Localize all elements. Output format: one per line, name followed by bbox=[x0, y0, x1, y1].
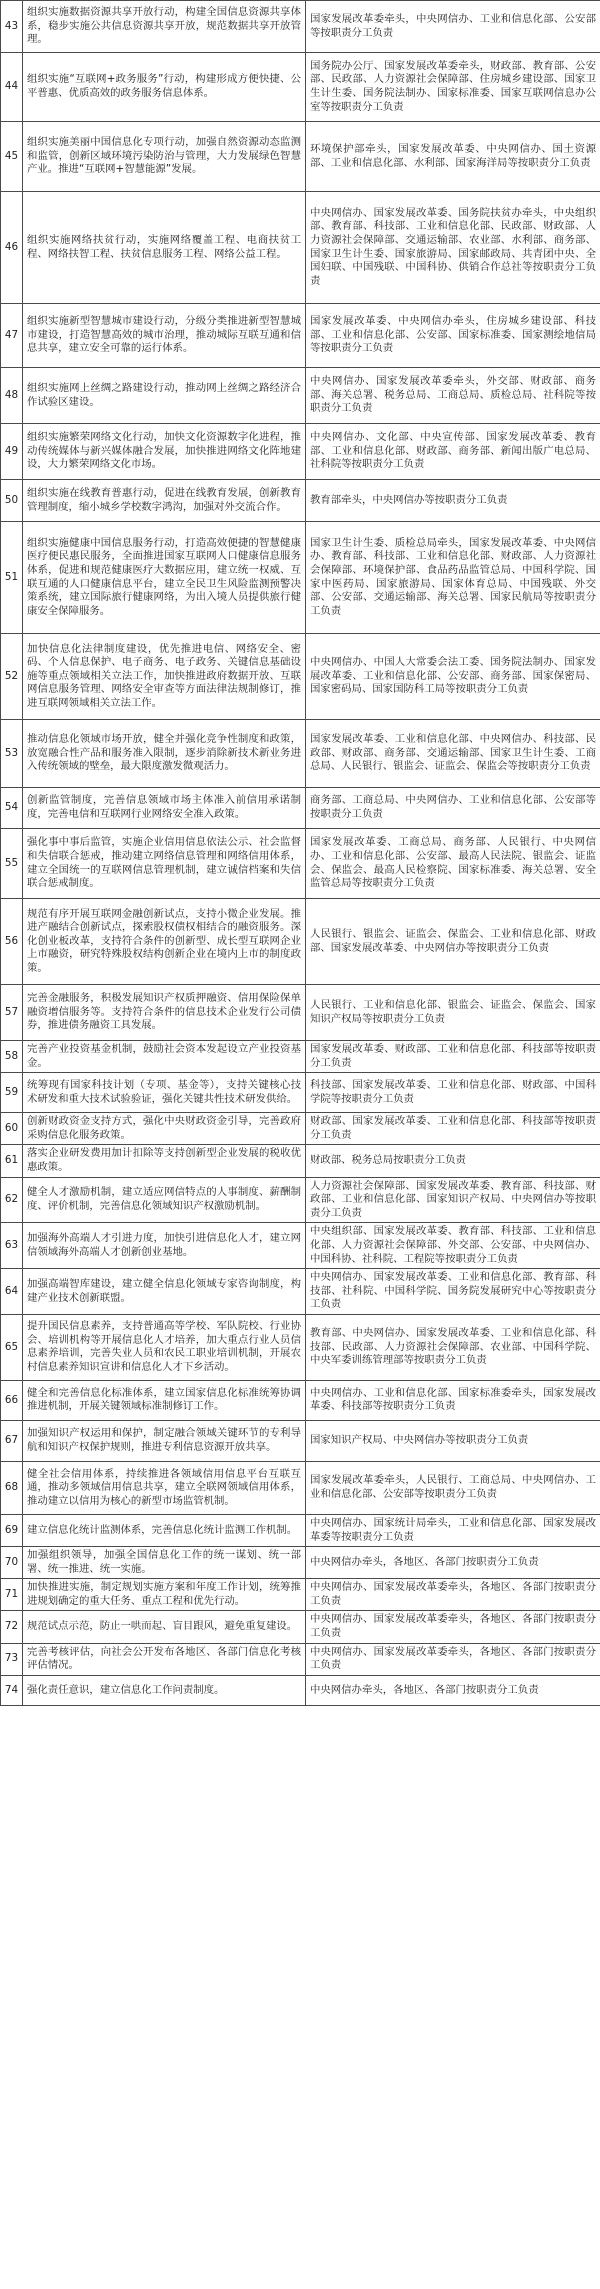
department-cell: 教育部、中央网信办、国家发展改革委、工业和信息化部、科技部、民政部、人力资源社会保障部、农业部、中国科学院、中央军委训练管理部等按职责分工负责 bbox=[306, 1314, 600, 1380]
department-cell: 国家发展改革委牵头，人民银行、工商总局、中央网信办、工业和信息化部、公安部等按职责分工负责 bbox=[306, 1461, 600, 1514]
table-row bbox=[1, 368, 600, 424]
row-number-cell: 65 bbox=[1, 1314, 23, 1380]
table-row bbox=[1, 304, 600, 368]
table-row bbox=[1, 985, 600, 1041]
row-number-cell: 56 bbox=[1, 899, 23, 985]
department-cell: 国家卫生计生委、质检总局牵头，国家发展改革委、中央网信办、教育部、科技部、工业和信息化部、财政部、人力资源社会保障部、环境保护部、食品药品监管总局、中国科学院、国家中医药局、国家旅游局、国家体育总局、中国残联、外交部、公安部、交通运输部、海关总署、国家民航局等按职责分工负责 bbox=[306, 522, 600, 634]
row-number-cell: 48 bbox=[1, 368, 23, 424]
row-number-cell: 60 bbox=[1, 1113, 23, 1145]
department-cell: 中央组织部、国家发展改革委、教育部、科技部、工业和信息化部、人力资源社会保障部、外交部、公安部、中央网信办、中国科协、社科院、工程院等按职责分工负责 bbox=[306, 1223, 600, 1269]
department-cell: 中央网信办、国家发展改革委牵头，各地区、各部门按职责分工负责 bbox=[306, 1579, 600, 1611]
row-number-cell: 43 bbox=[1, 1, 23, 53]
task-cell: 组织实施繁荣网络文化行动，加快文化资源数字化进程，推动传统媒体与新兴媒体融合发展，加快推进网络文化阵地建设，大力繁荣网络文化市场。 bbox=[23, 424, 306, 480]
task-cell: 加强组织领导，加强全国信息化工作的统一谋划、统一部署、统一推进、统一实施。 bbox=[23, 1547, 306, 1579]
table-row bbox=[1, 53, 600, 122]
table-row bbox=[1, 1177, 600, 1223]
task-cell: 加快推进实施，制定规划实施方案和年度工作计划，统筹推进规划确定的重大任务、重点工程和优先行动。 bbox=[23, 1579, 306, 1611]
table-row bbox=[1, 424, 600, 480]
task-cell: 健全社会信用体系，持续推进各领域信用信息平台互联互通，推动多领域信用信息共享，建立全联网领域信用体系，推动建立以信用为核心的新型市场监管机制。 bbox=[23, 1461, 306, 1514]
table-row bbox=[1, 1420, 600, 1461]
department-cell: 商务部、工商总局、中央网信办、工业和信息化部、公安部等按职责分工负责 bbox=[306, 788, 600, 829]
task-cell: 加强海外高端人才引进力度，加快引进信息化人才，建立网信领域海外高端人才创新创业基地。 bbox=[23, 1223, 306, 1269]
task-cell: 创新监管制度，完善信息领域市场主体准入前信用承诺制度，完善电信和互联网行业网络安全准入政策。 bbox=[23, 788, 306, 829]
table-row bbox=[1, 1314, 600, 1380]
table-row bbox=[1, 1041, 600, 1073]
task-cell: 组织实施新型智慧城市建设行动，分级分类推进新型智慧城市建设，打造智慧高效的城市治理，推动城际互联互通和信息共享，建立安全可靠的运行体系。 bbox=[23, 304, 306, 368]
row-number-cell: 67 bbox=[1, 1420, 23, 1461]
task-cell: 规范有序开展互联网金融创新试点，支持小微企业发展。推进产融结合创新试点，探索股权债权相结合的融资服务。深化创业板改革，支持符合条件的创新型、成长型互联网企业上市融资，研究特殊股权结构创新企业在境内上市的制度政策。 bbox=[23, 899, 306, 985]
task-cell: 组织实施在线教育普惠行动，促进在线教育发展，创新教育管理制度，缩小城乡学校数字鸿沟，加强对外交流合作。 bbox=[23, 480, 306, 522]
task-cell: 组织实施“互联网+政务服务”行动，构建形成方便快捷、公平普惠、优质高效的政务服务信息体系。 bbox=[23, 53, 306, 122]
table-row bbox=[1, 1145, 600, 1177]
table-row bbox=[1, 634, 600, 720]
table-row bbox=[1, 1611, 600, 1643]
row-number-cell: 58 bbox=[1, 1041, 23, 1073]
row-number-cell: 70 bbox=[1, 1547, 23, 1579]
table-row bbox=[1, 829, 600, 899]
table-row bbox=[1, 788, 600, 829]
table-row bbox=[1, 1547, 600, 1579]
department-cell: 环境保护部牵头，国家发展改革委、中央网信办、国土资源部、工业和信息化部、水利部、国家海洋局等按职责分工负责 bbox=[306, 122, 600, 192]
department-cell: 中央网信办牵头，各地区、各部门按职责分工负责 bbox=[306, 1675, 600, 1705]
department-cell: 国家发展改革委、工商总局、商务部、人民银行、中央网信办、工业和信息化部、公安部、最高人民法院、银监会、证监会、保监会、最高人民检察院、国家标准委、海关总署、安全监管总局等按职责分工负责 bbox=[306, 829, 600, 899]
department-cell: 教育部牵头，中央网信办等按职责分工负责 bbox=[306, 480, 600, 522]
task-cell: 组织实施数据资源共享开放行动，构建全国信息资源共享体系，稳步实施公共信息资源共享开放，规范数据共享开放管理。 bbox=[23, 1, 306, 53]
table-row bbox=[1, 1380, 600, 1420]
department-cell: 国家发展改革委、中央网信办牵头，住房城乡建设部、科技部、工业和信息化部、公安部、国家标准委、国家测绘地信局等按职责分工负责 bbox=[306, 304, 600, 368]
row-number-cell: 64 bbox=[1, 1269, 23, 1315]
table-row bbox=[1, 1269, 600, 1315]
task-cell: 完善产业投资基金机制，鼓励社会资本发起设立产业投资基金。 bbox=[23, 1041, 306, 1073]
department-cell: 中央网信办、国家发展改革委牵头，各地区、各部门按职责分工负责 bbox=[306, 1611, 600, 1643]
task-cell: 加强高端智库建设，建立健全信息化领域专家咨询制度，构建产业技术创新联盟。 bbox=[23, 1269, 306, 1315]
department-cell: 财政部、国家发展改革委、工业和信息化部、科技部等按职责分工负责 bbox=[306, 1113, 600, 1145]
table-row bbox=[1, 1643, 600, 1675]
department-cell: 中央网信办、工业和信息化部、国家标准委牵头，国家发展改革委、科技部等按职责分工负责 bbox=[306, 1380, 600, 1420]
department-cell: 科技部、国家发展改革委、工业和信息化部、财政部、中国科学院等按职责分工负责 bbox=[306, 1073, 600, 1113]
row-number-cell: 63 bbox=[1, 1223, 23, 1269]
task-cell: 落实企业研发费用加计扣除等支持创新型企业发展的税收优惠政策。 bbox=[23, 1145, 306, 1177]
task-cell: 规范试点示范，防止一哄而起、盲目跟风，避免重复建设。 bbox=[23, 1611, 306, 1643]
department-cell: 国家发展改革委、财政部、工业和信息化部、科技部等按职责分工负责 bbox=[306, 1041, 600, 1073]
row-number-cell: 74 bbox=[1, 1675, 23, 1705]
task-cell: 提升国民信息素养，支持普通高等学校、军队院校、行业协会、培训机构等开展信息化人才培养，加大重点行业人员信息素养培训，完善失业人员和农民工职业培训机制，开展农村信息素养知识宣讲和信息化人才下乡活动。 bbox=[23, 1314, 306, 1380]
row-number-cell: 45 bbox=[1, 122, 23, 192]
task-cell: 健全人才激励机制，建立适应网信特点的人事制度、薪酬制度、评价机制，完善信息化领域知识产权激励机制。 bbox=[23, 1177, 306, 1223]
table-row bbox=[1, 1223, 600, 1269]
table-row bbox=[1, 1579, 600, 1611]
task-cell: 组织实施健康中国信息服务行动，打造高效便捷的智慧健康医疗便民惠民服务，全面推进国家互联网人口健康信息服务体系，促进和规范健康医疗大数据应用，建立统一权威、互联互通的人口健康信息平台，建立全民卫生风险监测预警决策系统，建立国际旅行健康网络，为出入境人员提供旅行健康安全保障服务。 bbox=[23, 522, 306, 634]
task-cell: 加快信息化法律制度建设，优先推进电信、网络安全、密码、个人信息保护、电子商务、电子政务、关键信息基础设施等重点领域相关立法工作，加快推进政府数据开放、互联网信息服务管理、网络安全审查等方面法律法规制修订，推进互联网领域相关立法工作。 bbox=[23, 634, 306, 720]
table-row bbox=[1, 122, 600, 192]
task-table-body bbox=[1, 1, 600, 1706]
task-cell: 完善考核评估，向社会公开发布各地区、各部门信息化考核评估情况。 bbox=[23, 1643, 306, 1675]
table-row bbox=[1, 899, 600, 985]
task-cell: 组织实施网上丝绸之路建设行动，推动网上丝绸之路经济合作试验区建设。 bbox=[23, 368, 306, 424]
table-row bbox=[1, 192, 600, 304]
row-number-cell: 54 bbox=[1, 788, 23, 829]
row-number-cell: 46 bbox=[1, 192, 23, 304]
row-number-cell: 62 bbox=[1, 1177, 23, 1223]
row-number-cell: 72 bbox=[1, 1611, 23, 1643]
table-row bbox=[1, 522, 600, 634]
table-row bbox=[1, 1, 600, 53]
table-row bbox=[1, 480, 600, 522]
task-cell: 健全和完善信息化标准体系，建立国家信息化标准统筹协调推进机制，开展关键领域标准制修订工作。 bbox=[23, 1380, 306, 1420]
row-number-cell: 71 bbox=[1, 1579, 23, 1611]
department-cell: 财政部、税务总局按职责分工负责 bbox=[306, 1145, 600, 1177]
row-number-cell: 61 bbox=[1, 1145, 23, 1177]
row-number-cell: 55 bbox=[1, 829, 23, 899]
row-number-cell: 68 bbox=[1, 1461, 23, 1514]
table-row bbox=[1, 1514, 600, 1546]
department-cell: 国务院办公厅、国家发展改革委牵头，财政部、教育部、公安部、民政部、人力资源社会保障部、住房城乡建设部、国家卫生计生委、国务院法制办、国家标准委、国家互联网信息办公室等按职责分工负责 bbox=[306, 53, 600, 122]
task-cell: 加强知识产权运用和保护，制定融合领域关键环节的专利导航和知识产权保护规则，推进专利信息资源开放共享。 bbox=[23, 1420, 306, 1461]
task-cell: 创新财政资金支持方式，强化中央财政资金引导，完善政府采购信息化服务政策。 bbox=[23, 1113, 306, 1145]
row-number-cell: 53 bbox=[1, 720, 23, 788]
task-cell: 完善金融服务，积极发展知识产权质押融资、信用保险保单融资增信服务等。支持符合条件的信息技术企业发行公司债券，推进债务融资工具发展。 bbox=[23, 985, 306, 1041]
department-cell: 中央网信办牵头，各地区、各部门按职责分工负责 bbox=[306, 1547, 600, 1579]
table-row bbox=[1, 1073, 600, 1113]
task-cell: 组织实施美丽中国信息化专项行动，加强自然资源动态监测和监管，创新区域环境污染防治与管理，大力发展绿色智慧产业。推进“互联网+智慧能源”发展。 bbox=[23, 122, 306, 192]
row-number-cell: 51 bbox=[1, 522, 23, 634]
row-number-cell: 47 bbox=[1, 304, 23, 368]
department-cell: 中央网信办、国家发展改革委牵头，各地区、各部门按职责分工负责 bbox=[306, 1643, 600, 1675]
row-number-cell: 57 bbox=[1, 985, 23, 1041]
table-row bbox=[1, 1675, 600, 1705]
task-cell: 统筹现有国家科技计划（专项、基金等），支持关键核心技术研发和重大技术试验验证，强化关键共性技术研发供给。 bbox=[23, 1073, 306, 1113]
row-number-cell: 52 bbox=[1, 634, 23, 720]
department-cell: 中央网信办、国家发展改革委牵头，外交部、财政部、商务部、海关总署、税务总局、工商总局、质检总局、社科院等按职责分工负责 bbox=[306, 368, 600, 424]
task-cell: 建立信息化统计监测体系，完善信息化统计监测工作机制。 bbox=[23, 1514, 306, 1546]
table-row bbox=[1, 1461, 600, 1514]
row-number-cell: 59 bbox=[1, 1073, 23, 1113]
department-cell: 人力资源社会保障部、国家发展改革委、教育部、科技部、财政部、工业和信息化部、国家知识产权局、中央网信办等按职责分工负责 bbox=[306, 1177, 600, 1223]
department-cell: 国家发展改革委牵头，中央网信办、工业和信息化部、公安部等按职责分工负责 bbox=[306, 1, 600, 53]
row-number-cell: 73 bbox=[1, 1643, 23, 1675]
row-number-cell: 44 bbox=[1, 53, 23, 122]
department-cell: 中央网信办、国家发展改革委、国务院扶贫办牵头，中央组织部、教育部、科技部、工业和信息化部、民政部、财政部、人力资源社会保障部、交通运输部、农业部、水利部、商务部、国家卫生计生委、国家旅游局、国家邮政局、共青团中央、全国妇联、中国残联、中国科协、供销合作总社等按职责分工负责 bbox=[306, 192, 600, 304]
table-row bbox=[1, 1113, 600, 1145]
task-cell: 推动信息化领域市场开放，健全并强化竞争性制度和政策，放宽融合性产品和服务准入限制，逐步消除新技术新业务进入传统领域的壁垒，最大限度激发微观活力。 bbox=[23, 720, 306, 788]
row-number-cell: 50 bbox=[1, 480, 23, 522]
department-cell: 人民银行、银监会、证监会、保监会、工业和信息化部、财政部、国家发展改革委、中央网信办等按职责分工负责 bbox=[306, 899, 600, 985]
row-number-cell: 49 bbox=[1, 424, 23, 480]
department-cell: 中央网信办、文化部、中央宣传部、国家发展改革委、教育部、工业和信息化部、财政部、商务部、新闻出版广电总局、社科院等按职责分工负责 bbox=[306, 424, 600, 480]
task-cell: 强化责任意识，建立信息化工作问责制度。 bbox=[23, 1675, 306, 1705]
department-cell: 中央网信办、国家发展改革委、工业和信息化部、教育部、科技部、社科院、中国科学院、国务院发展研究中心等按职责分工负责 bbox=[306, 1269, 600, 1315]
department-cell: 人民银行、工业和信息化部、银监会、证监会、保监会、国家知识产权局等按职责分工负责 bbox=[306, 985, 600, 1041]
department-cell: 国家知识产权局、中央网信办等按职责分工负责 bbox=[306, 1420, 600, 1461]
row-number-cell: 66 bbox=[1, 1380, 23, 1420]
department-cell: 国家发展改革委、工业和信息化部、中央网信办、科技部、民政部、财政部、商务部、交通运输部、国家卫生计生委、工商总局、人民银行、银监会、证监会、保监会等按职责分工负责 bbox=[306, 720, 600, 788]
department-cell: 中央网信办、国家统计局牵头，工业和信息化部、国家发展改革委等按职责分工负责 bbox=[306, 1514, 600, 1546]
table-row bbox=[1, 720, 600, 788]
task-cell: 强化事中事后监管，实施企业信用信息依法公示、社会监督和失信联合惩戒，推动建立网络信息管理和网络信用体系，建立全国统一的互联网信息管理机制，建立诚信档案和失信联合惩戒制度。 bbox=[23, 829, 306, 899]
task-cell: 组织实施网络扶贫行动，实施网络覆盖工程、电商扶贫工程、网络扶智工程、扶贫信息服务工程、网络公益工程。 bbox=[23, 192, 306, 304]
department-cell: 中央网信办、中国人大常委会法工委、国务院法制办、国家发展改革委、工业和信息化部、公安部、商务部、国家保密局、国家密码局、国家国防科工局等按职责分工负责 bbox=[306, 634, 600, 720]
row-number-cell: 69 bbox=[1, 1514, 23, 1546]
